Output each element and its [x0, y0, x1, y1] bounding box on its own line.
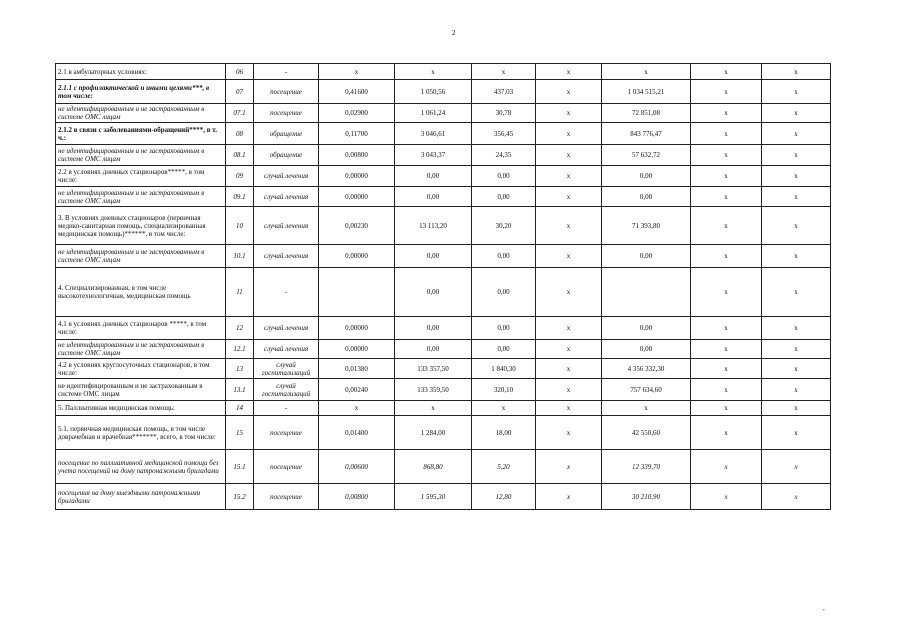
row-value-norm: 0,00 — [472, 317, 536, 340]
row-value-total: 0,00 — [602, 340, 691, 359]
row-value-total: 757 634,60 — [602, 379, 691, 401]
row-name: посещение по паллиативной медицинской помощи без учета посещений на дому патронажными бригадами — [56, 450, 226, 484]
row-value-norm: x — [472, 64, 536, 80]
row-value-x: x — [691, 166, 762, 187]
row-code: 10 — [226, 207, 254, 245]
row-value-x: x — [536, 80, 602, 104]
row-value-x: x — [762, 416, 831, 450]
row-unit: - — [254, 401, 319, 416]
row-value-total: 57 632,72 — [602, 145, 691, 166]
row-unit: случай лечения — [254, 187, 319, 207]
row-value-norm: 0,00 — [472, 340, 536, 359]
row-value-total: 71 393,80 — [602, 207, 691, 245]
row-name: не идентифицированным и не застрахованным в системе ОМС лицам — [56, 187, 226, 207]
row-value-cost: 0,00 — [395, 317, 472, 340]
row-value-volume: 0,00800 — [319, 145, 395, 166]
row-value-cost: 0,00 — [395, 340, 472, 359]
row-value-x: x — [536, 484, 602, 510]
row-value-cost: 1 061,24 — [395, 104, 472, 123]
row-unit: случай лечения — [254, 245, 319, 268]
row-name: не идентифицированным и не застрахованным в системе ОМС лицам — [56, 104, 226, 123]
row-value-volume: 0,11700 — [319, 123, 395, 145]
row-unit: случай лечения — [254, 166, 319, 187]
row-value-x: x — [691, 187, 762, 207]
row-unit: случай лечения — [254, 207, 319, 245]
row-value-norm: 0,00 — [472, 245, 536, 268]
row-unit: обращение — [254, 145, 319, 166]
table-row — [56, 379, 831, 401]
row-value-norm: 320,10 — [472, 379, 536, 401]
row-unit: посещение — [254, 484, 319, 510]
row-value-x: x — [536, 450, 602, 484]
row-value-x: x — [691, 123, 762, 145]
row-value-norm: 12,80 — [472, 484, 536, 510]
row-value-volume: 0,00000 — [319, 317, 395, 340]
row-value-x: x — [762, 187, 831, 207]
table-row — [56, 484, 831, 510]
row-value-x: x — [691, 359, 762, 379]
row-value-total: 0,00 — [602, 245, 691, 268]
row-value-cost: 13 113,20 — [395, 207, 472, 245]
row-unit: - — [254, 268, 319, 317]
row-code: 13 — [226, 359, 254, 379]
row-unit: посещение — [254, 80, 319, 104]
row-unit: посещение — [254, 416, 319, 450]
row-unit: случай госпитализаций — [254, 379, 319, 401]
row-value-volume: 0,02900 — [319, 104, 395, 123]
row-unit: случай лечения — [254, 317, 319, 340]
row-value-volume: 0,41600 — [319, 80, 395, 104]
row-value-volume: 0,00800 — [319, 484, 395, 510]
table-row — [56, 416, 831, 450]
row-value-x: x — [691, 245, 762, 268]
row-value-volume: 0,00000 — [319, 340, 395, 359]
row-value-cost: 133 359,50 — [395, 379, 472, 401]
row-code: 10.1 — [226, 245, 254, 268]
row-value-cost: 0,00 — [395, 268, 472, 317]
row-value-x: x — [762, 245, 831, 268]
table-row — [56, 401, 831, 416]
row-value-cost: 868,80 — [395, 450, 472, 484]
row-name: 4. Специализированная, в том числе высокотехнологичная, медицинская помощь — [56, 268, 226, 317]
row-name: 2.1.1 с профилактической и иными целями***, в том числе: — [56, 80, 226, 104]
scan-mark: , — [823, 604, 825, 612]
row-value-x: x — [691, 80, 762, 104]
table-row — [56, 317, 831, 340]
row-name: 2.2 в условиях дневных стационаров*****, в том числе: — [56, 166, 226, 187]
row-value-total: 4 356 332,30 — [602, 359, 691, 379]
row-unit: случай госпитализаций — [254, 359, 319, 379]
row-name: не идентифицированным и не застрахованным в системе ОМС лицам — [56, 145, 226, 166]
row-value-cost: 0,00 — [395, 166, 472, 187]
row-value-volume: 0,00000 — [319, 245, 395, 268]
row-value-x: x — [762, 317, 831, 340]
row-value-norm: 0,00 — [472, 268, 536, 317]
row-value-norm: 0,00 — [472, 187, 536, 207]
table-row — [56, 450, 831, 484]
row-name: не идентифицированным и не застрахованным в системе ОМС лицам — [56, 379, 226, 401]
row-name: 2.1.2 в связи с заболеваниями-обращений****, в т. ч.: — [56, 123, 226, 145]
row-value-total: 30 210,90 — [602, 484, 691, 510]
row-name: 5. Паллиативная медицинская помощь: — [56, 401, 226, 416]
row-value-cost: 1 284,00 — [395, 416, 472, 450]
row-value-x: x — [691, 64, 762, 80]
row-value-x: x — [762, 145, 831, 166]
row-code: 12 — [226, 317, 254, 340]
row-unit: обращение — [254, 123, 319, 145]
row-name: 5.1. первичная медицинская помощь, в том числе доврачебная и врачебная*******, всего, в том числе: — [56, 416, 226, 450]
row-code: 11 — [226, 268, 254, 317]
row-value-x: x — [691, 268, 762, 317]
row-value-cost: 3 046,61 — [395, 123, 472, 145]
page-number: 2 — [452, 29, 456, 37]
table-row — [56, 64, 831, 80]
row-value-x: x — [536, 123, 602, 145]
row-unit: случай лечения — [254, 340, 319, 359]
table-row — [56, 166, 831, 187]
row-value-x: x — [536, 64, 602, 80]
row-value-x: x — [762, 166, 831, 187]
row-value-x: x — [691, 416, 762, 450]
row-value-x: x — [536, 166, 602, 187]
row-value-x: x — [762, 450, 831, 484]
table-row — [56, 123, 831, 145]
row-value-x: x — [536, 268, 602, 317]
row-value-total: 72 851,08 — [602, 104, 691, 123]
row-value-norm: x — [472, 401, 536, 416]
row-value-x: x — [536, 340, 602, 359]
row-name: не идентифицированным и не застрахованным в системе ОМС лицам — [56, 340, 226, 359]
table-row — [56, 340, 831, 359]
row-unit: - — [254, 64, 319, 80]
row-value-x: x — [536, 317, 602, 340]
row-value-total: 1 034 515,21 — [602, 80, 691, 104]
table-row — [56, 104, 831, 123]
row-name: не идентифицированным и не застрахованным в системе ОМС лицам — [56, 245, 226, 268]
row-value-norm: 5,20 — [472, 450, 536, 484]
row-name: 3. В условиях дневных стационаров (первичная медико-санитарная помощь, специализированная медицинская помощь)******, в том числе: — [56, 207, 226, 245]
row-value-x: x — [691, 401, 762, 416]
row-code: 08.1 — [226, 145, 254, 166]
row-code: 13.1 — [226, 379, 254, 401]
row-value-x: x — [536, 245, 602, 268]
row-value-volume: 0,00000 — [319, 187, 395, 207]
row-value-cost: 0,00 — [395, 187, 472, 207]
row-value-x: x — [536, 145, 602, 166]
row-value-norm: 24,35 — [472, 145, 536, 166]
table-row — [56, 207, 831, 245]
row-value-cost: 1 050,56 — [395, 80, 472, 104]
row-code: 08 — [226, 123, 254, 145]
row-code: 07 — [226, 80, 254, 104]
row-value-norm: 437,03 — [472, 80, 536, 104]
row-value-x: x — [691, 450, 762, 484]
row-value-volume: 0,01400 — [319, 416, 395, 450]
row-value-x: x — [691, 340, 762, 359]
row-value-cost: x — [395, 64, 472, 80]
row-value-cost: 3 043,37 — [395, 145, 472, 166]
row-name: 4.1 в условиях дневных стационаров *****, в том числе: — [56, 317, 226, 340]
row-code: 14 — [226, 401, 254, 416]
row-code: 15.2 — [226, 484, 254, 510]
row-code: 06 — [226, 64, 254, 80]
row-value-total: 42 550,60 — [602, 416, 691, 450]
row-value-x: x — [762, 379, 831, 401]
row-value-volume: 0,01380 — [319, 359, 395, 379]
data-table — [55, 63, 831, 510]
row-value-volume — [319, 268, 395, 317]
row-value-cost: x — [395, 401, 472, 416]
table-row — [56, 359, 831, 379]
row-value-norm: 18,00 — [472, 416, 536, 450]
row-value-volume: x — [319, 401, 395, 416]
row-value-x: x — [691, 379, 762, 401]
row-value-norm: 0,00 — [472, 166, 536, 187]
row-code: 07.1 — [226, 104, 254, 123]
row-code: 15.1 — [226, 450, 254, 484]
row-code: 15 — [226, 416, 254, 450]
row-value-x: x — [536, 187, 602, 207]
row-value-x: x — [762, 484, 831, 510]
row-value-volume: 0,00240 — [319, 379, 395, 401]
row-code: 12.1 — [226, 340, 254, 359]
row-value-x: x — [762, 80, 831, 104]
row-value-total: 843 776,47 — [602, 123, 691, 145]
row-value-volume: 0,00230 — [319, 207, 395, 245]
row-value-x: x — [536, 416, 602, 450]
row-value-x: x — [691, 145, 762, 166]
row-value-x: x — [762, 340, 831, 359]
row-value-total: 0,00 — [602, 187, 691, 207]
row-value-total: 12 339,70 — [602, 450, 691, 484]
row-value-x: x — [691, 484, 762, 510]
row-value-x: x — [691, 104, 762, 123]
row-value-x: x — [762, 123, 831, 145]
row-value-total — [602, 268, 691, 317]
row-name: 2.1 в амбулаторных условиях: — [56, 64, 226, 80]
row-value-x: x — [536, 104, 602, 123]
row-value-norm: 30,20 — [472, 207, 536, 245]
row-value-total: x — [602, 64, 691, 80]
table-row — [56, 187, 831, 207]
row-value-cost: 133 357,50 — [395, 359, 472, 379]
row-value-total: x — [602, 401, 691, 416]
row-unit: посещение — [254, 104, 319, 123]
row-value-x: x — [536, 379, 602, 401]
row-value-x: x — [536, 359, 602, 379]
table-row — [56, 268, 831, 317]
row-value-volume: 0,00600 — [319, 450, 395, 484]
row-value-volume: 0,00000 — [319, 166, 395, 187]
row-value-x: x — [691, 207, 762, 245]
row-value-total: 0,00 — [602, 166, 691, 187]
row-value-x: x — [536, 401, 602, 416]
row-value-x: x — [762, 359, 831, 379]
row-value-norm: 1 840,30 — [472, 359, 536, 379]
row-value-norm: 30,78 — [472, 104, 536, 123]
table-row — [56, 145, 831, 166]
table-row — [56, 245, 831, 268]
row-value-x: x — [762, 104, 831, 123]
table-row — [56, 80, 831, 104]
row-value-x: x — [691, 317, 762, 340]
row-value-norm: 356,45 — [472, 123, 536, 145]
row-value-x: x — [762, 268, 831, 317]
row-name: 4.2 в условиях круглосуточных стационаров, в том числе: — [56, 359, 226, 379]
row-code: 09.1 — [226, 187, 254, 207]
row-code: 09 — [226, 166, 254, 187]
row-value-x: x — [762, 207, 831, 245]
row-value-x: x — [536, 207, 602, 245]
row-value-volume: x — [319, 64, 395, 80]
row-value-total: 0,00 — [602, 317, 691, 340]
row-value-x: x — [762, 64, 831, 80]
row-name: посещения на дому выездными патронажными бригадами — [56, 484, 226, 510]
row-value-cost: 1 595,30 — [395, 484, 472, 510]
row-value-cost: 0,00 — [395, 245, 472, 268]
row-unit: посещение — [254, 450, 319, 484]
row-value-x: x — [762, 401, 831, 416]
